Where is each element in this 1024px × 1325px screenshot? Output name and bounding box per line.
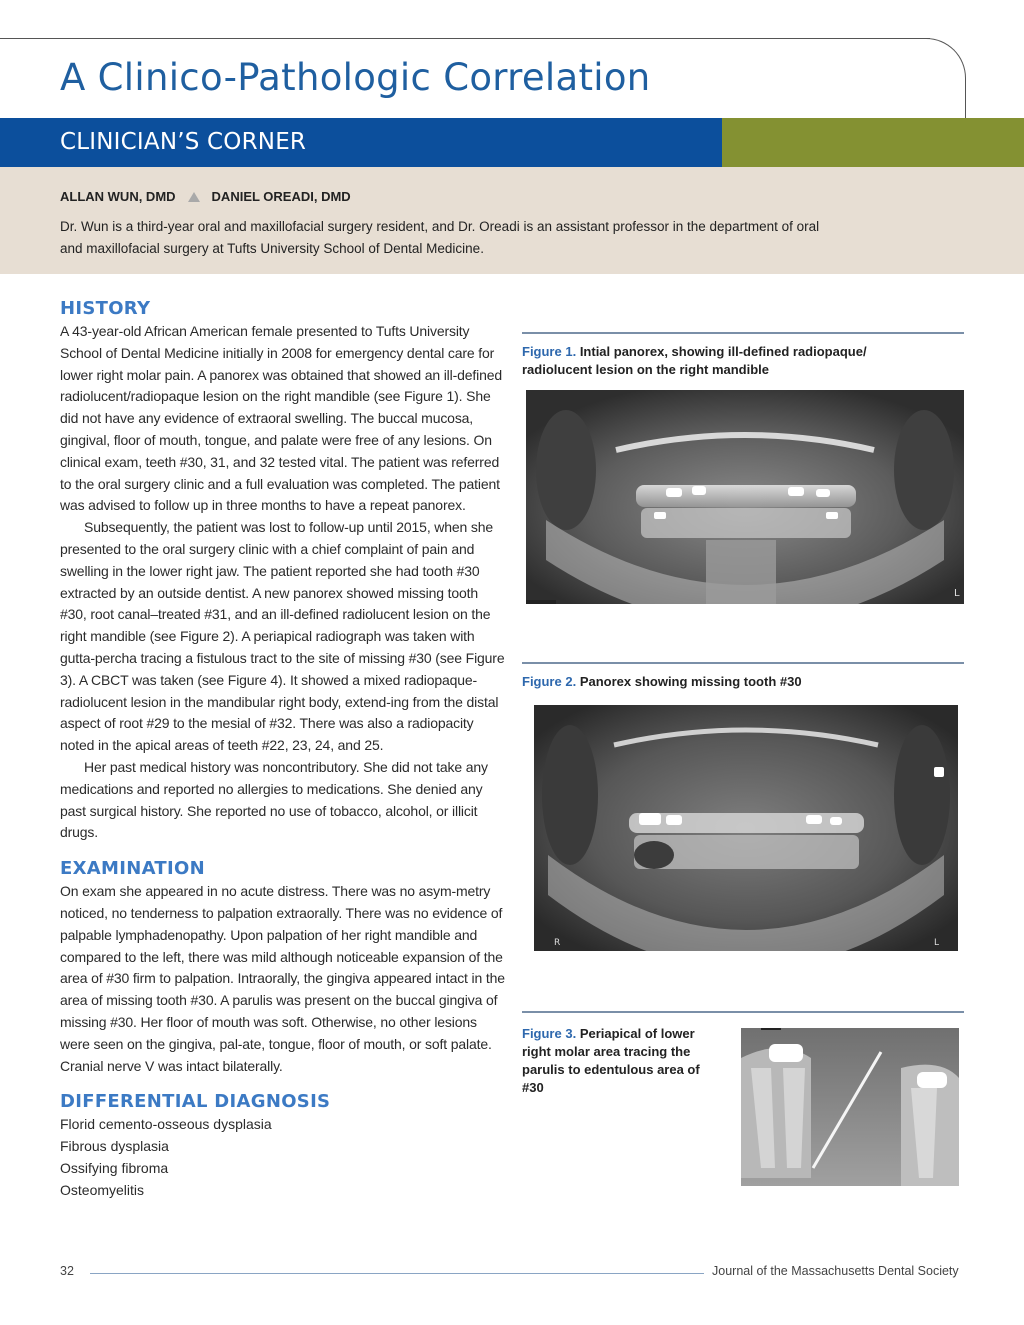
page-number: 32 xyxy=(60,1264,74,1278)
history-heading: HISTORY xyxy=(60,298,151,319)
top-rule xyxy=(0,38,930,39)
figure-2-caption xyxy=(522,673,942,691)
section-band-green xyxy=(722,118,1024,167)
differential-heading: DIFFERENTIAL DIAGNOSIS xyxy=(60,1091,331,1113)
figure-3-rule xyxy=(522,1011,964,1013)
figure-3-caption-text: Periapical of lower right molar area tracing the parulis to edentulous area of #30 xyxy=(522,1026,700,1095)
figure-1-panorex-image xyxy=(526,390,964,604)
author-line xyxy=(60,189,351,204)
figure-1-caption xyxy=(522,343,922,379)
figure-3-caption xyxy=(522,1025,722,1097)
figure-3-label: Figure 3. xyxy=(522,1026,577,1041)
examination-paragraph: On exam she appeared in no acute distress. There was no asym-metry noticed, no tenderness to palpation extraorally. There was no evidence of palpable lymphadenopathy. Upon palpation of her right mandible and compared to the left, there was mild although noticeable expansion of the area of #30 firm to palpation. Intraorally, the gingiva appeared intact in the area of missing tooth #30. A parulis was present on the buccal gingiva of missing #30. Her floor of mouth was soft. Otherwise, no other lesions were seen on the gingiva, pal-ate, tongue, floor of mouth, or soft palate. Cranial nerve V was intact bilaterally. xyxy=(60,883,505,1074)
figure-1-rule xyxy=(522,332,964,334)
examination-heading: EXAMINATION xyxy=(60,858,205,880)
differential-item: Fibrous dysplasia xyxy=(60,1138,169,1155)
author-oreadi: DANIEL OREADI, DMD xyxy=(211,189,351,204)
top-corner-curve xyxy=(910,38,966,118)
page-title: A Clinico-Pathologic Correlation xyxy=(60,56,651,99)
figure-2-marker-left: R xyxy=(554,938,561,948)
differential-item: Florid cemento-osseous dysplasia xyxy=(60,1116,272,1133)
author-bio: Dr. Wun is a third-year oral and maxillofacial surgery resident, and Dr. Oreadi is an assistant professor in the department of oral and maxillofacial surgery at Tufts University School of Dental Medicine. xyxy=(60,219,820,256)
article-body xyxy=(60,298,506,1201)
history-paragraph-3: Her past medical history was noncontributory. She did not take any medications and reported no allergies to medications. She denied any past surgical history. She reported no use of tobacco, alcohol, or illicit drugs. xyxy=(60,758,488,841)
figure-1-label: Figure 1. xyxy=(522,344,577,359)
differential-item: Ossifying fibroma xyxy=(60,1159,169,1176)
footer-rule xyxy=(90,1273,704,1274)
journal-name: Journal of the Massachusetts Dental Society xyxy=(712,1264,959,1278)
figure-2-caption-text: Panorex showing missing tooth #30 xyxy=(579,674,802,689)
triangle-icon xyxy=(188,192,200,202)
author-wun: ALLAN WUN, DMD xyxy=(60,189,176,204)
history-paragraph-1: A 43-year-old African American female presented to Tufts University School of Dental Medicine initially in 2008 for emergency dental care for lower right molar pain. A panorex was obtained that showed an ill-defined radiolucent/radiopaque lesion on the right mandible (see Figure 1). She did not have any evidence of extraoral swelling. The buccal mucosa, gingival, floor of mouth, tongue, and palate were free of any lesions. On clinical exam, teeth #30, 31, and 32 tested vital. The patient was referred to the oral surgery clinic and a full evaluation was completed. The patient was advised to follow up in three months to have a repeat panorex. xyxy=(60,323,502,514)
figure-2-marker-right: L xyxy=(934,938,940,948)
figure-1-caption-text: Intial panorex, showing ill-defined radiopaque/ radiolucent lesion on the right mandible xyxy=(522,344,867,377)
figure-3-periapical-image xyxy=(741,1028,959,1186)
figure-2-rule xyxy=(522,662,964,664)
section-label: CLINICIAN’S CORNER xyxy=(60,129,307,155)
figure-1-marker: L xyxy=(954,588,960,599)
history-paragraph-2: Subsequently, the patient was lost to follow-up until 2015, when she presented to the oral surgery clinic with a chief complaint of pain and swelling in the lower right jaw. The patient reported she had tooth #30 extracted by an outside dentist. A new panorex showed missing tooth #30, root canal–treated #31, and an ill-defined radiolucent lesion on the right mandible (see Figure 2). A periapical radiograph was taken with gutta-percha tracing a fistulous tract to the site of missing #30 (see Figure 3). A CBCT was taken (see Figure 4). It showed a mixed radiopaque- radiolucent lesion in the mandibular right body, extend-ing from the distal aspect of root #29 to the mesial of #32. There was also a radiopacity noted in the apical areas of teeth #22, 23, 24, and 25. xyxy=(60,519,505,754)
figure-2-panorex-image xyxy=(534,705,958,951)
figure-2-label: Figure 2. xyxy=(522,674,577,689)
differential-item: Osteomyelitis xyxy=(60,1181,145,1198)
